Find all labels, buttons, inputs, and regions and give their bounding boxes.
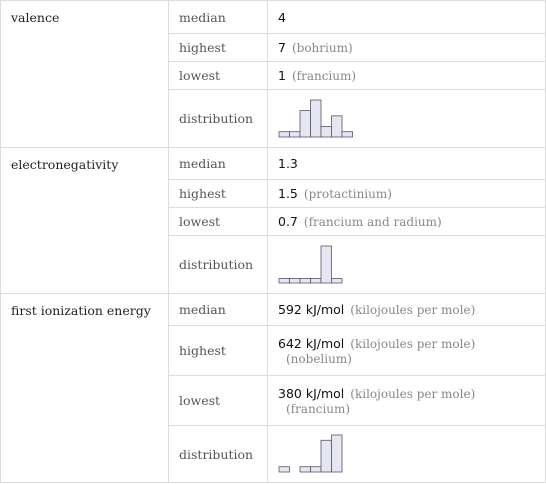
- value: 4: [278, 9, 286, 25]
- value-cell: [268, 180, 546, 208]
- histogram-bar: [332, 278, 343, 283]
- value-note: (francium and radium): [303, 215, 442, 229]
- histogram-bar: [311, 278, 322, 283]
- value-note: (kilojoules per mole): [350, 303, 476, 317]
- value-cell: [268, 62, 546, 90]
- property-name: valence: [1, 1, 169, 148]
- histogram-bar: [279, 278, 290, 283]
- sub-label: lowest: [169, 208, 268, 236]
- value-cell: [268, 294, 546, 326]
- value: 642 kJ/mol: [278, 335, 345, 351]
- histogram-bar: [300, 110, 311, 136]
- distribution-histogram: [278, 97, 368, 141]
- sub-label: median: [169, 294, 268, 326]
- value-note: (protactinium): [303, 187, 392, 201]
- sub-label: lowest: [169, 376, 268, 426]
- value-cell: [268, 1, 546, 34]
- value: 380 kJ/mol: [278, 385, 345, 401]
- value-cell: [268, 90, 546, 148]
- histogram-bar: [342, 131, 353, 136]
- sub-label: highest: [169, 34, 268, 62]
- histogram-bar: [332, 435, 343, 472]
- value: 0.7: [278, 214, 298, 229]
- value: 7: [278, 40, 286, 55]
- sub-label: lowest: [169, 62, 268, 90]
- sub-label: distribution: [169, 426, 268, 483]
- histogram-bar: [311, 100, 322, 137]
- value-note: (kilojoules per mole): [350, 386, 476, 401]
- property-name: first ionization energy: [1, 294, 169, 483]
- sub-label: highest: [169, 326, 268, 376]
- histogram-bar: [279, 131, 290, 136]
- value-note: (kilojoules per mole): [350, 336, 476, 351]
- value: 592 kJ/mol: [278, 302, 345, 317]
- value-note: (francium): [291, 69, 357, 83]
- value-cell: [268, 236, 546, 294]
- value-cell: [268, 34, 546, 62]
- histogram-bar: [300, 278, 311, 283]
- value-cell: [268, 376, 546, 426]
- value: 1: [278, 68, 286, 83]
- histogram-bar: [279, 467, 290, 472]
- value-cell: [268, 326, 546, 376]
- sub-label: distribution: [169, 236, 268, 294]
- sub-label: median: [169, 1, 268, 34]
- value-note: (bohrium): [291, 41, 353, 55]
- histogram-bar: [290, 131, 301, 136]
- value: 1.5: [278, 186, 298, 201]
- table-row: [1, 294, 546, 326]
- histogram-bar: [321, 440, 332, 472]
- value: 1.3: [278, 156, 298, 171]
- distribution-histogram: [278, 243, 368, 287]
- histogram-bar: [321, 246, 332, 283]
- value-cell: [268, 208, 546, 236]
- table-row: [1, 148, 546, 180]
- histogram-bar: [332, 115, 343, 136]
- histogram-bar: [321, 126, 332, 137]
- distribution-histogram: [278, 432, 368, 476]
- histogram-bar: [311, 467, 322, 472]
- value-cell: [268, 426, 546, 483]
- histogram-bar: [290, 278, 301, 283]
- value-note-secondary: (francium): [286, 401, 351, 416]
- sub-label: median: [169, 148, 268, 180]
- sub-label: distribution: [169, 90, 268, 148]
- value-note-secondary: (nobelium): [286, 351, 352, 366]
- sub-label: highest: [169, 180, 268, 208]
- table-row: [1, 1, 546, 34]
- property-name: electronegativity: [1, 148, 169, 294]
- histogram-bar: [300, 467, 311, 472]
- value-cell: [268, 148, 546, 180]
